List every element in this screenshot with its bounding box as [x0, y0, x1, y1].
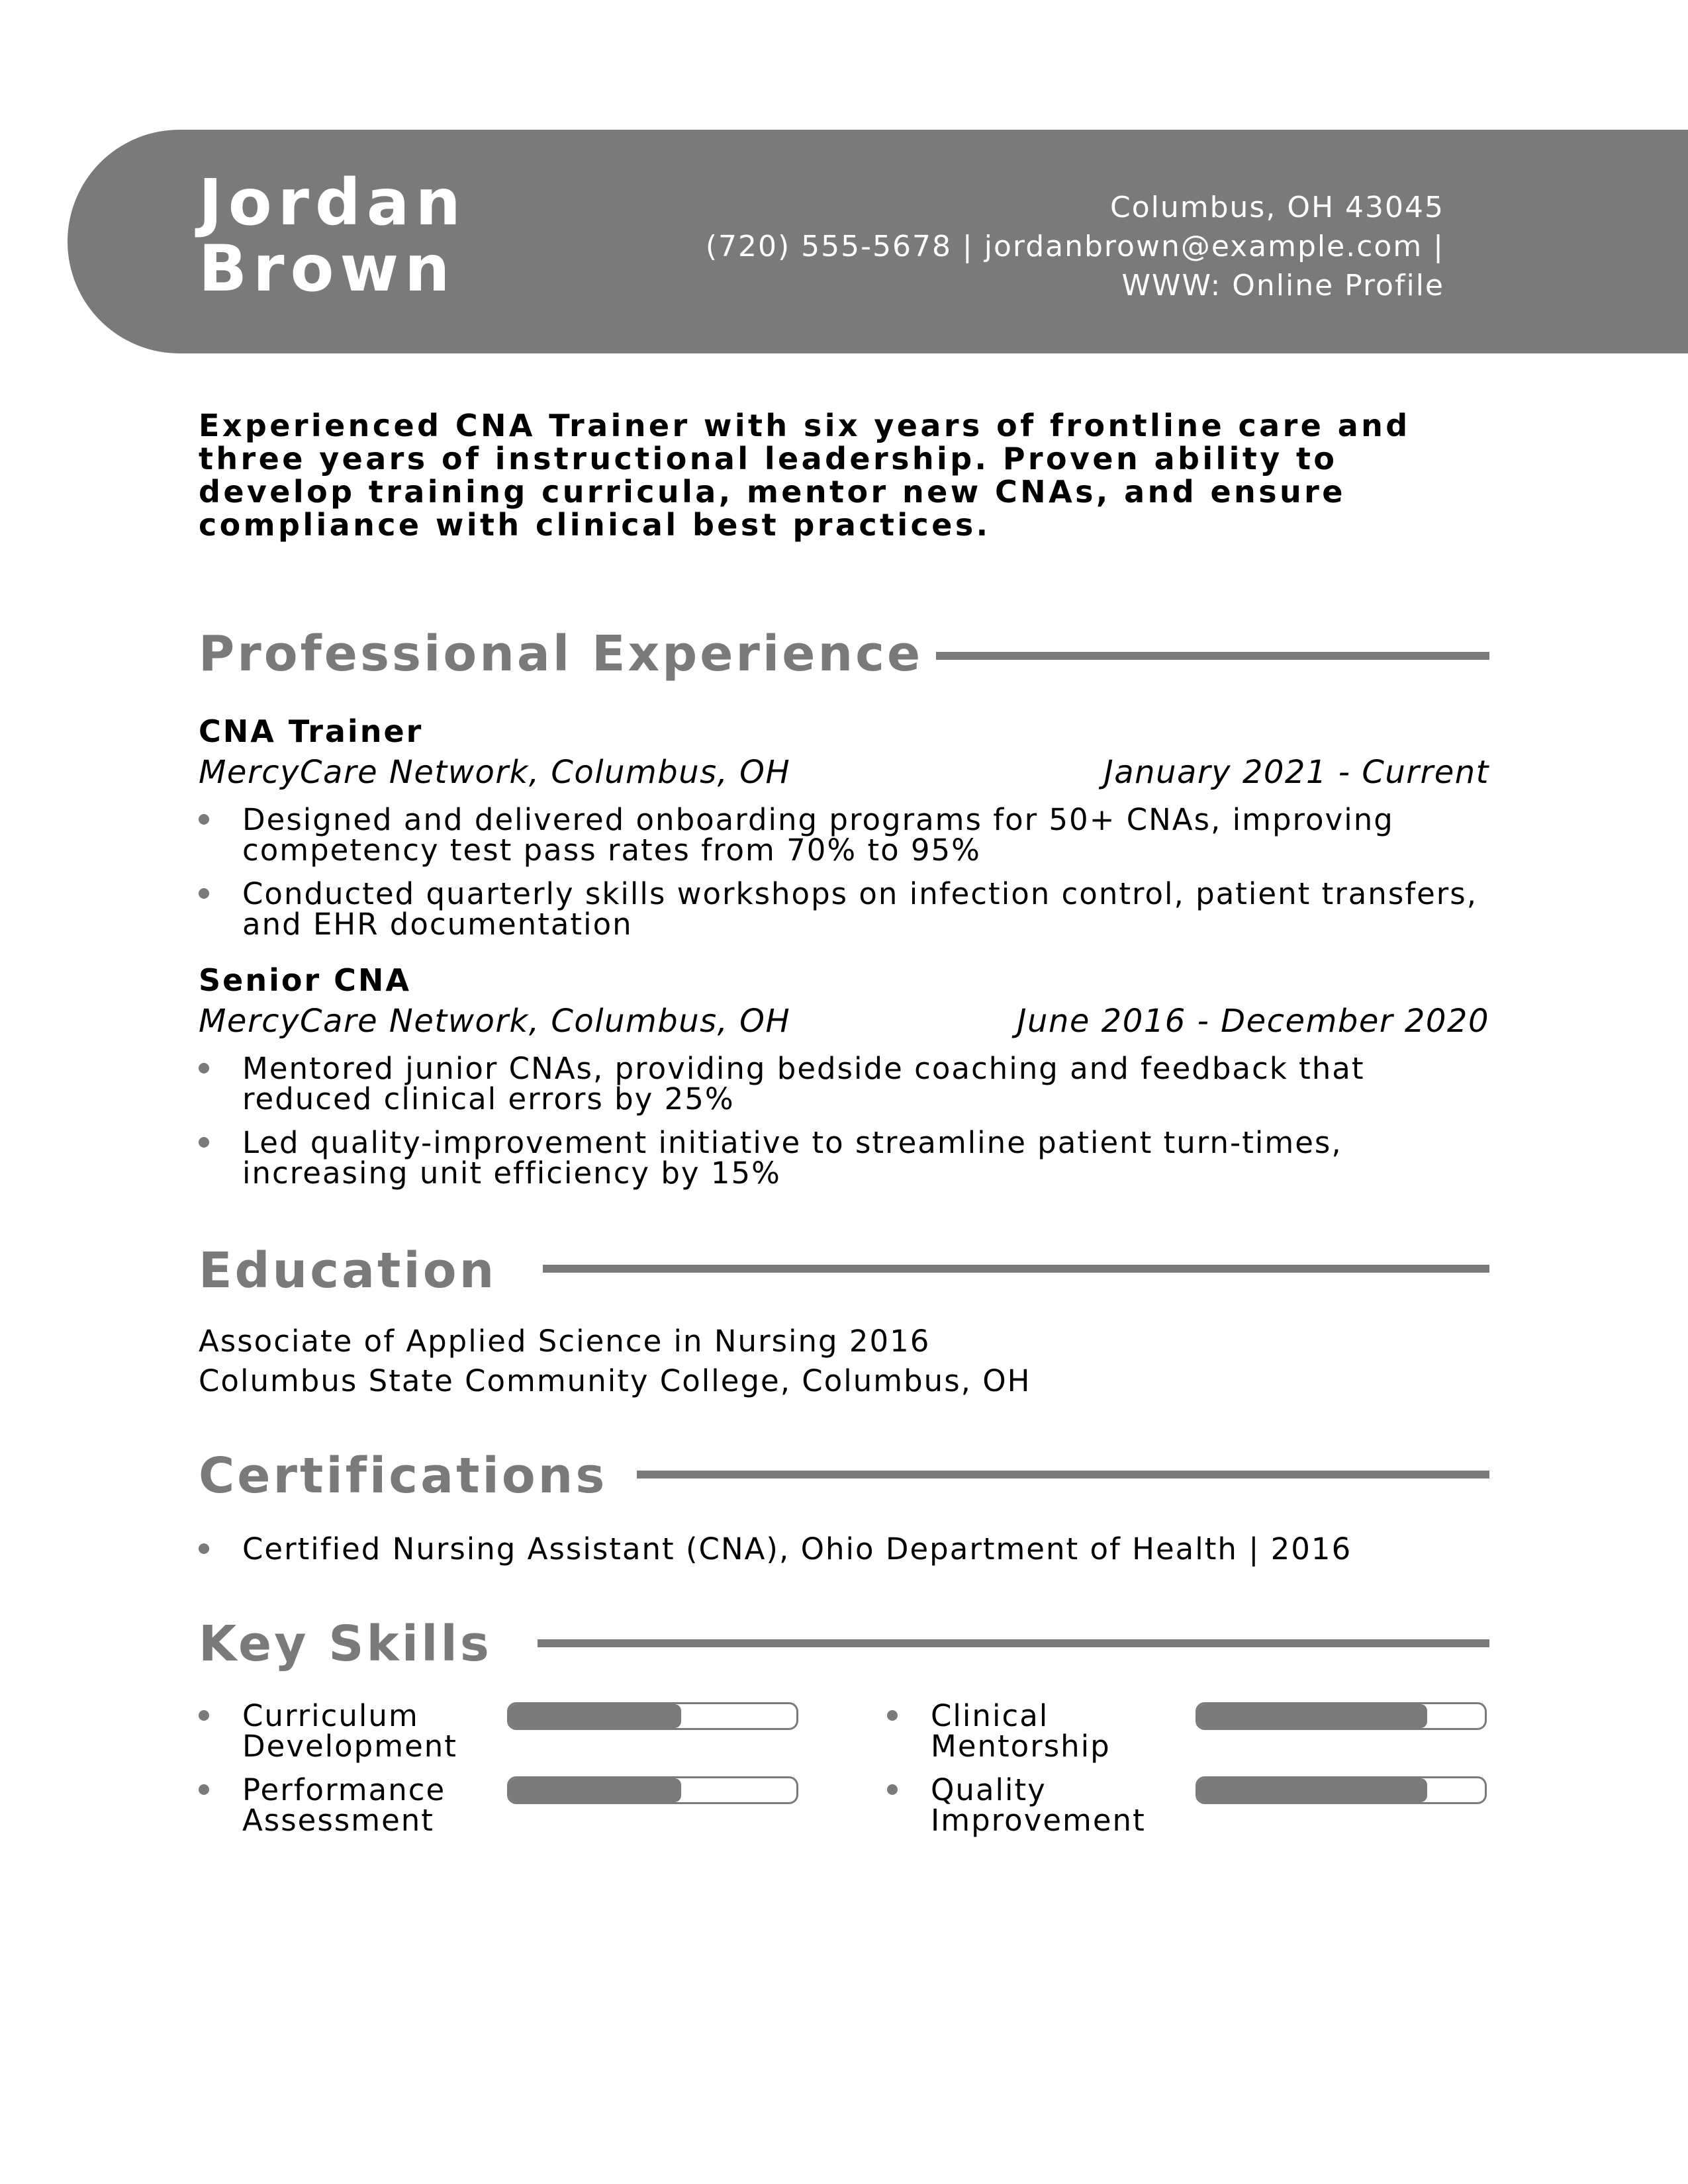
skill-name: Performance Assessment: [242, 1772, 446, 1838]
list-item: [199, 1125, 1489, 1191]
skill-level-bar: [1196, 1702, 1487, 1730]
website-link[interactable]: WWW: Online Profile: [1121, 269, 1444, 302]
skill-level-fill: [509, 1704, 681, 1728]
education-school: Columbus State Community College, Columbus, OH: [199, 1363, 1031, 1398]
skill-level-bar: [1196, 1776, 1487, 1804]
address-line: Columbus, OH 43045: [1109, 191, 1444, 224]
bullet-text: Mentored junior CNAs, providing bedside coaching and feedback that reduced clinical errors by 25%: [242, 1051, 1365, 1116]
bullet-icon: [887, 1710, 898, 1721]
education-degree: Associate of Applied Science in Nursing 2016: [199, 1324, 931, 1359]
section-title-experience: Professional Experience: [199, 625, 923, 682]
last-name: Brown: [199, 232, 456, 306]
first-name: Jordan: [199, 165, 467, 240]
bullet-icon: [199, 1543, 209, 1554]
skill-name: Quality Improvement: [931, 1772, 1146, 1838]
bullet-icon: [199, 1784, 209, 1795]
contact-info: [518, 188, 1444, 305]
section-rule-experience: [936, 652, 1489, 660]
bullet-text: Designed and delivered onboarding programs for 50+ CNAs, improving competency test pass rates from 70% to 95%: [242, 802, 1394, 868]
skill-level-fill: [1197, 1704, 1427, 1728]
list-item: [199, 1051, 1489, 1116]
bullet-icon: [199, 1137, 209, 1148]
phone-email-line[interactable]: (720) 555-5678 | jordanbrown@example.com |: [705, 230, 1444, 263]
skill-item: [199, 1698, 821, 1780]
skill-name: Curriculum Development: [242, 1698, 457, 1764]
list-item: [199, 802, 1489, 868]
job-dates: June 2016 - December 2020: [1017, 1003, 1489, 1040]
list-item: [199, 876, 1489, 942]
bullet-icon: [199, 1710, 209, 1721]
bullet-text: Conducted quarterly skills workshops on infection control, patient transfers, and EHR documentation: [242, 876, 1478, 942]
bullet-icon: [199, 814, 209, 825]
job-employer: MercyCare Network, Columbus, OH: [199, 1003, 791, 1040]
professional-summary: Experienced CNA Trainer with six years of frontline care and three years of instructional leadership. Proven ability to develop training curricula, mentor new CNAs, and ensure compliance with clinical best practices.: [199, 408, 1411, 543]
bullet-icon: [199, 1063, 209, 1073]
bullet-text: Led quality-improvement initiative to streamline patient turn-times, increasing unit efficiency by 15%: [242, 1125, 1342, 1191]
skill-level-bar: [507, 1776, 798, 1804]
certification-text: Certified Nursing Assistant (CNA), Ohio Department of Health | 2016: [242, 1531, 1352, 1567]
skill-level-fill: [1197, 1778, 1427, 1802]
section-rule-education: [543, 1265, 1489, 1273]
section-title-certifications: Certifications: [199, 1447, 608, 1504]
candidate-name: [199, 165, 467, 306]
section-rule-skills: [538, 1639, 1489, 1647]
skill-item: [199, 1772, 821, 1854]
section-rule-certifications: [637, 1471, 1489, 1479]
skill-level-bar: [507, 1702, 798, 1730]
section-title-education: Education: [199, 1242, 497, 1299]
skill-name: Clinical Mentorship: [931, 1698, 1111, 1764]
skill-item: [887, 1698, 1509, 1780]
list-item: [199, 1531, 1489, 1567]
job-title: CNA Trainer: [199, 713, 424, 749]
section-title-skills: Key Skills: [199, 1615, 492, 1672]
bullet-icon: [887, 1784, 898, 1795]
job-title: Senior CNA: [199, 962, 412, 998]
skill-item: [887, 1772, 1509, 1854]
skill-level-fill: [509, 1778, 681, 1802]
bullet-icon: [199, 888, 209, 899]
job-employer: MercyCare Network, Columbus, OH: [199, 754, 791, 791]
job-dates: January 2021 - Current: [1103, 754, 1489, 791]
